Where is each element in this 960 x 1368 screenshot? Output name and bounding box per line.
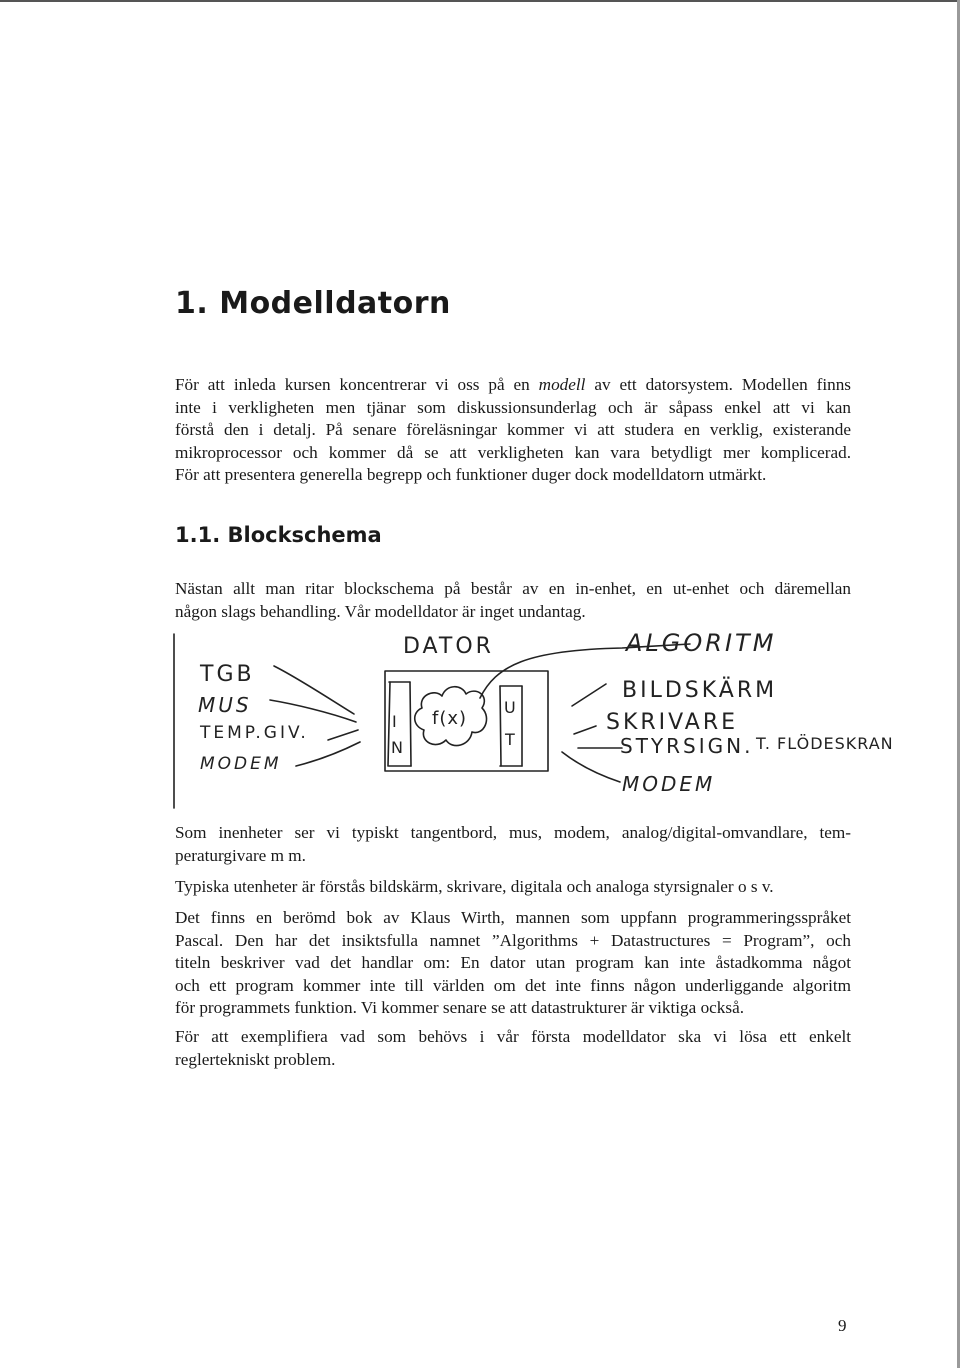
in-unit-letter-n: N <box>391 738 403 757</box>
section-title: 1.1. Blockschema <box>175 523 382 547</box>
input-line-temp <box>328 730 358 740</box>
text-line: och ett program kommer inte till världen om det inte finns någon underliggande algoritm <box>175 975 851 995</box>
out-unit-left <box>500 686 501 766</box>
text-line: För att exemplifiera vad som behövs i vår första modelldator ska vi lösa ett enkelt <box>175 1027 851 1046</box>
outputs-paragraph <box>175 876 851 899</box>
output-line-skrivare <box>574 726 596 734</box>
label-algorithm: ALGORITM <box>626 629 777 657</box>
text-line: Som inenheter ser vi typiskt tangentbord, mus, modem, analog/digital-omvandlare, tem- <box>175 823 851 842</box>
page-number: 9 <box>838 1316 847 1335</box>
text-line: För att presentera generella begrepp och funktioner duger dock modelldatorn utmärkt. <box>175 465 767 485</box>
input-line-modem <box>296 742 360 766</box>
output-label-bildskarm: BILDSKÄRM <box>622 678 778 703</box>
section-intro-paragraph <box>175 578 851 623</box>
in-unit-letter-i: I <box>392 712 397 731</box>
in-unit-left <box>388 682 390 766</box>
output-label-flodeskran: T. FLÖDESKRAN <box>756 734 894 753</box>
wirth-paragraph <box>175 907 851 1020</box>
inputs-paragraph <box>175 822 851 867</box>
text-line: mikroprocessor och kommer då se att verkligheten kan vara betydligt mer komplicerad. <box>175 442 851 462</box>
output-label-modem: MODEM <box>622 772 716 796</box>
text-line: någon slags behandling. Vår modelldator är inget undantag. <box>175 601 586 621</box>
block-diagram <box>170 626 894 816</box>
process-label: f(x) <box>432 708 468 729</box>
input-label-tgb: TGB <box>200 662 255 687</box>
input-label-mus: MUS <box>198 693 252 717</box>
in-unit-right <box>410 682 411 766</box>
text-line: För att inleda kursen koncentrerar vi oss på en modell av ett datorsystem. Modellen finns <box>175 375 851 394</box>
text-line: förstå den i detalj. På senare föreläsningar kommer vi att studera en verklig, existerande <box>175 420 851 440</box>
text-line: reglertekniskt problem. <box>175 1049 336 1069</box>
intro-paragraph <box>175 374 851 487</box>
text-line: inte i verkligheten men tjänar som diskussionsunderlag och är såpass enkel att vi kan <box>175 397 851 417</box>
input-line-tgb <box>274 666 354 714</box>
text-line: titeln beskriver vad det handlar om: En dator utan program kan inte åstadkomma något <box>175 953 851 973</box>
output-label-styrsign: STYRSIGN. <box>620 734 754 758</box>
output-line-modem <box>562 752 620 782</box>
text-line: Nästan allt man ritar blockschema på består av en in-enhet, en ut-enhet och däremellan <box>175 579 851 598</box>
text-line: peraturgivare m m. <box>175 845 306 865</box>
text-line: för programmets funktion. Vi kommer senare se att datastrukturer är viktiga också. <box>175 998 745 1018</box>
text-line: Pascal. Den har det insiktsfulla namnet ”Algorithms + Datastructures = Program”, och <box>175 930 851 950</box>
input-line-mus <box>270 700 356 722</box>
exemplify-paragraph <box>175 1026 851 1071</box>
text-line: Det finns en berömd bok av Klaus Wirth, mannen som uppfann programmeringsspråket <box>175 908 851 927</box>
emphasis-modell: modell <box>538 375 586 394</box>
scan-edge-top <box>0 0 960 2</box>
input-label-temp: TEMP.GIV. <box>200 723 309 743</box>
block-diagram-drawing <box>170 626 890 816</box>
input-label-modem: MODEM <box>200 754 282 774</box>
text-line: Typiska utenheter är förstås bildskärm, skrivare, digitala och analoga styrsignaler o s v. <box>175 877 774 896</box>
output-line-bildskarm <box>572 684 606 706</box>
output-label-skrivare: SKRIVARE <box>606 710 739 735</box>
out-unit-letter-t: T <box>505 730 515 749</box>
chapter-title: 1. Modelldatorn <box>175 286 451 321</box>
label-dator: DATOR <box>403 634 494 659</box>
out-unit-letter-u: U <box>504 698 516 717</box>
